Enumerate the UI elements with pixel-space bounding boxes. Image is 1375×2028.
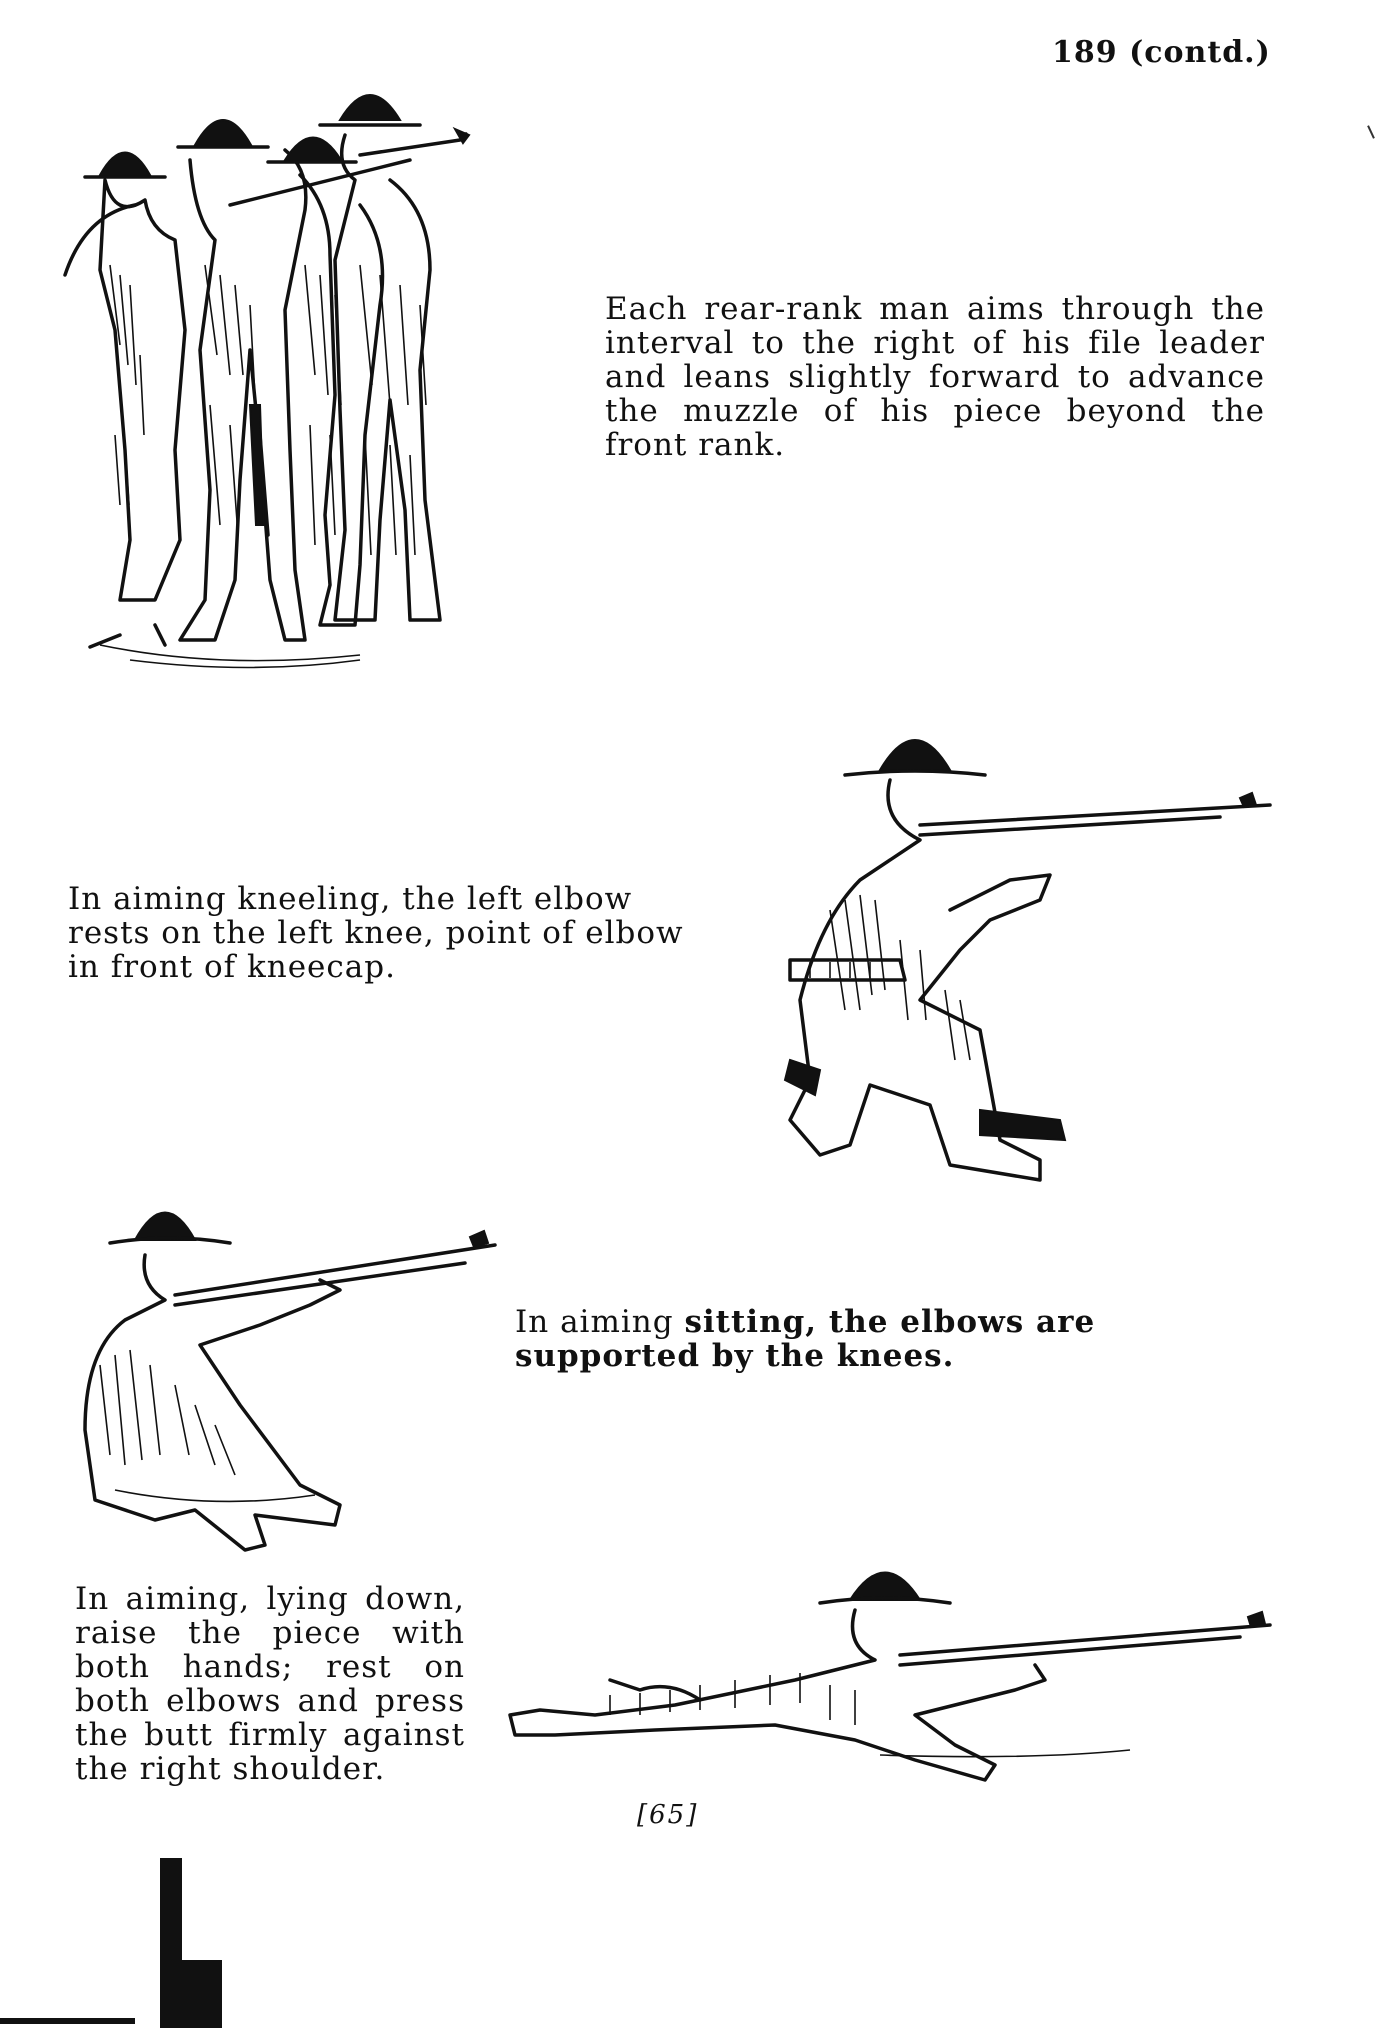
scan-bottom-line xyxy=(0,2018,135,2024)
soldier-2 xyxy=(178,120,410,640)
sitting-caption-bold: sitting, the elbows are supported by the knees. xyxy=(515,1304,1096,1374)
sitting-caption xyxy=(515,1305,1275,1373)
soldier-3 xyxy=(268,138,383,626)
soldier-1 xyxy=(65,153,185,648)
page-number: [65] xyxy=(637,1800,699,1830)
soldier-4 xyxy=(320,95,469,620)
page-header: 189 (contd.) xyxy=(1052,35,1271,70)
kneeling-caption: In aiming kneeling, the left elbow rests on the left knee, point of elbow in front of kneecap. xyxy=(68,881,684,985)
figure-sitting-aiming xyxy=(75,1185,495,1525)
lying-caption: In aiming, lying down, raise the piece with both hands; rest on both elbows and press the butt firmly against the right shoulder. xyxy=(75,1581,465,1787)
scan-edge-mark xyxy=(160,1858,182,2028)
scan-speck xyxy=(1367,125,1375,139)
scan-edge-mark-base xyxy=(182,1960,222,2028)
figure-lying-aiming xyxy=(500,1555,1270,1770)
figure-kneeling-aiming xyxy=(770,710,1260,1150)
sitting-caption-lead: In aiming xyxy=(515,1304,685,1340)
figure-rear-rank-aiming xyxy=(60,105,550,675)
rear-rank-caption: Each rear-rank man aims through the interval to the right of his file leader and leans slightly forward to advance the muzzle of his piece beyond the front rank. xyxy=(605,291,1265,463)
